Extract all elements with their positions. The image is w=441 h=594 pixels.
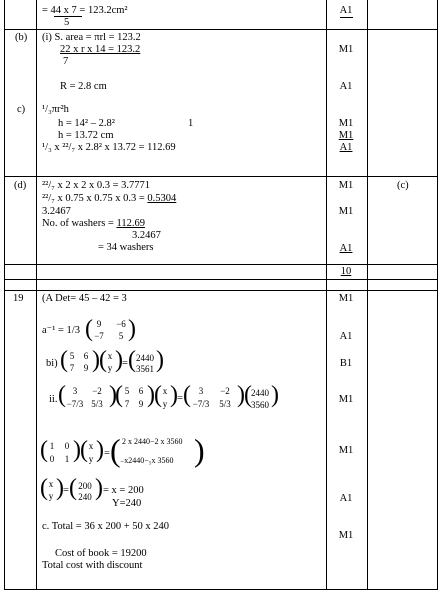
- matrix-cell: 9: [83, 363, 89, 373]
- working-line: = 44 x 7 = 123.2cm²: [42, 5, 128, 16]
- part-label: (d): [14, 180, 27, 191]
- equals-sign: =: [104, 448, 110, 459]
- working-line: 3.2467: [132, 230, 161, 241]
- matrix-cell: 2 x 2440−2 x 3560: [122, 437, 183, 446]
- matrix-bracket: (: [115, 382, 123, 408]
- grid-line: [4, 29, 438, 30]
- mark: A1: [339, 5, 353, 16]
- matrix-cell: −7: [94, 331, 104, 341]
- grid-line: [4, 290, 438, 291]
- working-line: [42, 193, 176, 205]
- equals-sign: =: [122, 358, 128, 369]
- matrix-cell: y: [107, 363, 113, 373]
- matrix-cell: ₋x2440−₅x 3560: [120, 456, 174, 465]
- matrix-cell: 9: [138, 399, 144, 409]
- working-line: c. Total = 36 x 200 + 50 x 240: [42, 521, 169, 532]
- matrix-bracket: (: [85, 316, 93, 342]
- matrix-cell: 240: [78, 492, 92, 502]
- matrix-cell: y: [162, 399, 168, 409]
- grid-line: [4, 279, 438, 280]
- mark: A1: [339, 331, 353, 342]
- mark: M1: [338, 206, 354, 217]
- matrix-bracket: (: [128, 347, 136, 373]
- working-line: [42, 218, 145, 230]
- matrix-bracket: ): [115, 347, 123, 373]
- working-line: R = 2.8 cm: [60, 81, 107, 92]
- part-label: (b): [15, 32, 28, 43]
- equals-sign: =: [177, 393, 183, 404]
- equals-sign: =: [63, 485, 69, 496]
- matrix-bracket: ): [156, 347, 164, 373]
- matrix-cell: 3: [72, 386, 78, 396]
- matrix-cell: 0: [49, 454, 55, 464]
- working-text: ²²/₇ x 0.75 x 0.75 x 0.3 =: [42, 193, 148, 204]
- matrix-bracket: ): [194, 432, 205, 468]
- matrix-bracket: ): [109, 382, 117, 408]
- working-line: = x = 200: [103, 485, 144, 496]
- working-line: Y=240: [112, 498, 142, 509]
- matrix-cell: 3: [198, 386, 204, 396]
- working-line: ²²/₇ x 2 x 2 x 0.3 = 3.7771: [42, 180, 151, 191]
- grid-line: [4, 176, 438, 177]
- matrix-bracket: (: [40, 475, 48, 501]
- mark: A1: [339, 81, 353, 92]
- grid-line: [4, 264, 438, 265]
- matrix-cell: 5: [124, 386, 130, 396]
- matrix-bracket: ): [95, 475, 103, 501]
- grid-line: [36, 0, 37, 590]
- mark: B1: [339, 358, 353, 369]
- matrix-bracket: (: [183, 382, 191, 408]
- mark: M1: [338, 445, 354, 456]
- working-line: ¹/₃ x ²²/₇ x 2.8² x 13.72 = 112.69: [42, 142, 176, 153]
- matrix-bracket: ): [92, 347, 100, 373]
- matrix-cell: 5: [118, 331, 124, 341]
- mark: M1: [338, 130, 354, 141]
- matrix-cell: 5: [69, 351, 75, 361]
- part-label: ii.: [49, 394, 58, 405]
- denominator: 7: [63, 56, 69, 67]
- matrix-cell: 9: [96, 319, 102, 329]
- working-line: ¹/₃πr²h: [42, 104, 69, 115]
- matrix-cell: −2: [92, 386, 102, 396]
- matrix-cell: x: [107, 351, 113, 361]
- question-number: 19: [13, 293, 24, 304]
- matrix-bracket: ): [96, 437, 104, 463]
- matrix-cell: 2440: [251, 388, 269, 398]
- matrix-cell: 3560: [251, 400, 269, 410]
- working-note: 1: [188, 118, 194, 129]
- mark: M1: [338, 293, 354, 304]
- matrix-bracket: ): [128, 316, 136, 342]
- mark: M1: [338, 530, 354, 541]
- matrix-bracket: (: [40, 437, 48, 463]
- total-mark: 10: [340, 266, 352, 277]
- mark: A1: [339, 493, 353, 504]
- matrix-cell: 3561: [136, 364, 154, 374]
- matrix-bracket: (: [244, 382, 252, 408]
- side-label: (c): [397, 180, 409, 191]
- working-value: 0.5304: [147, 193, 177, 204]
- matrix-cell: 0: [64, 441, 70, 451]
- matrix-cell: −7/3: [192, 399, 210, 409]
- matrix-bracket: ): [237, 382, 245, 408]
- working-line: (i) S. area = πrl = 123.2: [42, 32, 141, 43]
- matrix-cell: 7: [69, 363, 75, 373]
- denominator: 5: [64, 17, 70, 28]
- matrix-bracket: (: [69, 475, 77, 501]
- matrix-bracket: (: [80, 437, 88, 463]
- matrix-cell: −2: [220, 386, 230, 396]
- matrix-cell: y: [48, 491, 54, 501]
- matrix-cell: x: [88, 441, 94, 451]
- working-line: = 34 washers: [98, 242, 154, 253]
- matrix-cell: 200: [78, 481, 92, 491]
- working-line: Cost of book = 19200: [55, 548, 147, 559]
- matrix-cell: 7: [124, 399, 130, 409]
- part-label: c): [17, 104, 26, 115]
- mark: M1: [338, 394, 354, 405]
- working-value: 112.69: [116, 218, 145, 229]
- working-text: No. of washers =: [42, 218, 117, 229]
- mark: M1: [338, 44, 354, 55]
- matrix-cell: 2440: [136, 353, 154, 363]
- matrix-bracket: (: [60, 347, 68, 373]
- working-line: a⁻¹ = 1/3: [42, 325, 80, 336]
- matrix-cell: 6: [83, 351, 89, 361]
- working-line: h = 14² – 2.8²: [58, 118, 115, 129]
- mark-underline: [340, 17, 353, 18]
- matrix-bracket: ): [56, 475, 64, 501]
- working-line: h = 13.72 cm: [58, 130, 114, 141]
- matrix-bracket: (: [58, 382, 66, 408]
- matrix-cell: y: [88, 454, 94, 464]
- matrix-cell: x: [48, 479, 54, 489]
- matrix-bracket: (: [99, 347, 107, 373]
- matrix-cell: 5/3: [91, 399, 103, 409]
- grid-line: [437, 0, 438, 590]
- matrix-cell: −6: [116, 319, 126, 329]
- matrix-cell: 5/3: [219, 399, 231, 409]
- matrix-bracket: ): [147, 382, 155, 408]
- working-line: 3.2467: [42, 206, 71, 217]
- matrix-cell: 1: [49, 441, 55, 451]
- matrix-cell: x: [162, 386, 168, 396]
- working-line: 22 x r x 14 = 123.2: [60, 44, 141, 55]
- matrix-cell: −7/3: [66, 399, 84, 409]
- matrix-cell: 6: [138, 386, 144, 396]
- mark: M1: [338, 118, 354, 129]
- grid-line: [4, 589, 438, 590]
- matrix-bracket: ): [170, 382, 178, 408]
- matrix-bracket: ): [73, 437, 81, 463]
- mark: A1: [339, 243, 353, 254]
- working-line: Total cost with discount: [42, 560, 143, 571]
- matrix-bracket: (: [154, 382, 162, 408]
- matrix-bracket: ): [271, 382, 279, 408]
- part-label: bi): [46, 358, 58, 369]
- grid-line: [4, 0, 5, 590]
- grid-line: [367, 0, 368, 590]
- mark: A1: [339, 142, 353, 153]
- matrix-bracket: (: [110, 432, 121, 468]
- working-line: (A Det= 45 – 42 = 3: [42, 293, 127, 304]
- mark: M1: [338, 180, 354, 191]
- matrix-cell: 1: [64, 454, 70, 464]
